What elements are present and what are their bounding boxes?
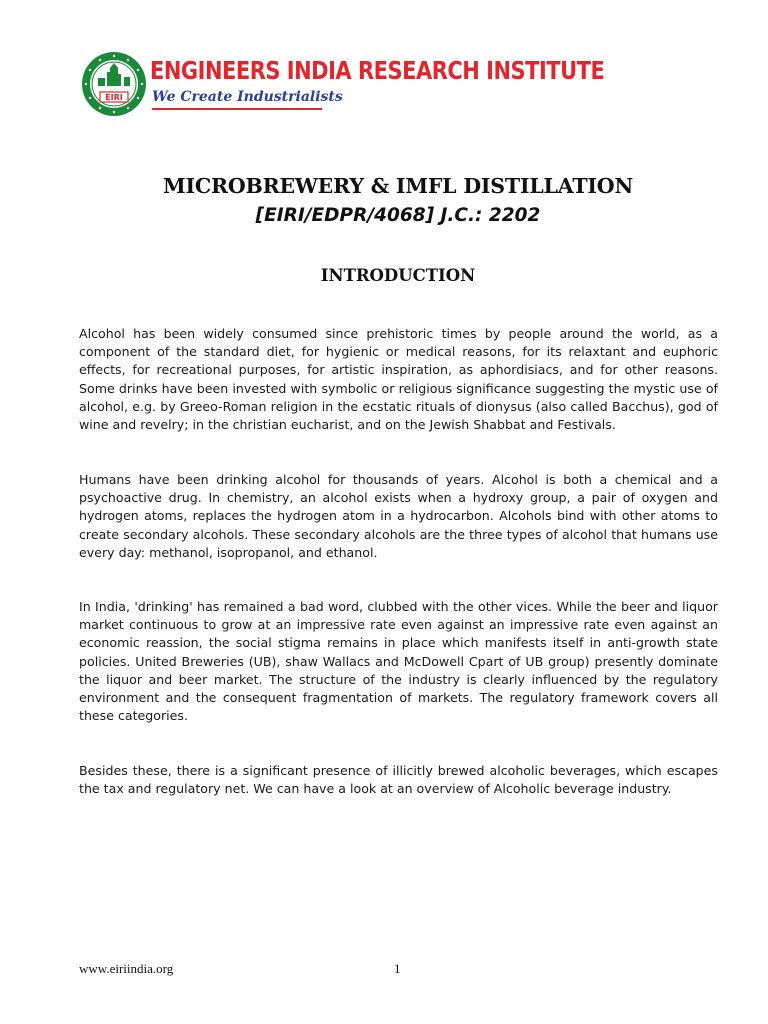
paragraph: In India, 'drinking' has remained a bad word, clubbed with the other vices. While the beer and liquor market continuous to grow at an impressive rate even against an impressive rate even against an economic reassion, the social stigma remains in place which manifests itself in anti-growth state policies. United Breweries (UB), shaw Wallacs and McDowell Cpart of UB group) presently dominate the liquor and beer market. The structure of the industry is clearly influenced by the regulatory environment and the consequent fragmentation of markets. The regulatory framework covers all these categories. (79, 599, 718, 724)
seal-text: EIRI (105, 93, 123, 102)
institute-name: ENGINEERS INDIA RESEARCH INSTITUTE (150, 56, 605, 85)
eiri-seal-logo (80, 50, 148, 118)
paragraph: Humans have been drinking alcohol for thousands of years. Alcohol is both a chemical and a psychoactive drug. In chemistry, an alcohol exists when a hydroxy group, a pair of oxygen and hydrogen atoms, replaces the hydrogen atom in a hydrocarbon. Alcohols bind with other atoms to create secondary alcohols. These secondary alcohols are the three types of alcohol that humans use every day: methanol, isopropanol, and ethanol. (79, 472, 718, 560)
paragraph: Alcohol has been widely consumed since prehistoric times by people around the world, as a component of the standard diet, for hygienic or medical reasons, for its relaxtant and euphoric effects, for recreational purposes, for artistic inspiration, as aphordisiacs, and for other reasons. Some drinks have been invested with symbolic or religious significance suggesting the mystic use of alcohol, e.g. by Greeo-Roman religion in the ecstatic rituals of dionysus (also called Bacchus), god of wine and revelry; in the christian eucharist, and on the Jewish Shabbat and Festivals. (79, 326, 718, 433)
paragraph: Besides these, there is a significant presence of illicitly brewed alcoholic beverages, which escapes the tax and regulatory net. We can have a look at an overview of Alcoholic beverage industry. (79, 763, 718, 797)
section-heading: INTRODUCTION (320, 266, 476, 285)
institute-tagline: We Create Industrialists (152, 89, 343, 105)
page-number: 1 (394, 961, 401, 976)
tagline-underline (152, 108, 322, 110)
document-code: [EIRI/EDPR/4068] J.C.: 2202 (255, 205, 541, 226)
footer-website-link[interactable]: www.eiriindia.org (79, 961, 174, 976)
document-title: MICROBREWERY & IMFL DISTILLATION (162, 174, 633, 198)
letterhead (80, 48, 605, 120)
